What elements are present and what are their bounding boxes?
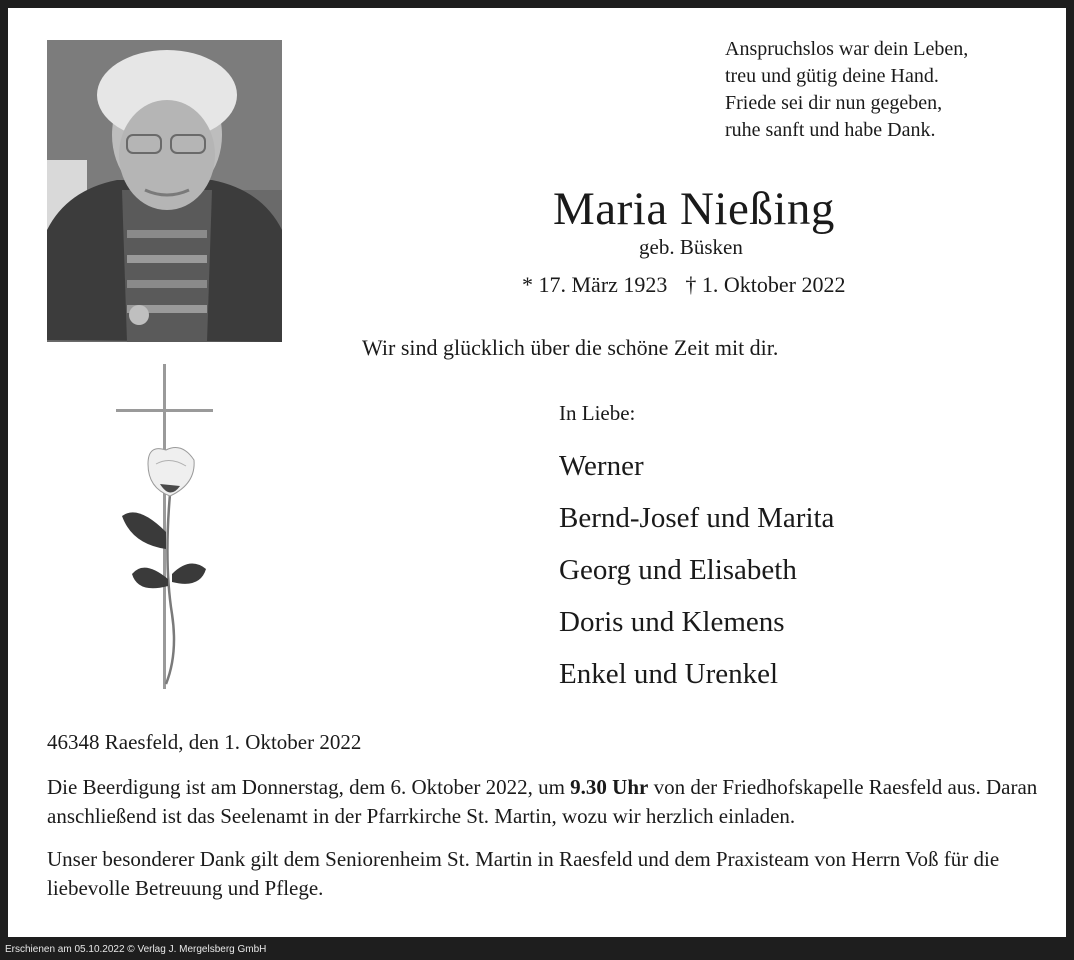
death-date: † 1. Oktober 2022 [685, 272, 846, 297]
portrait-photo [47, 40, 282, 342]
mourner-name: Werner [559, 450, 644, 482]
poem-line: treu und gütig deine Hand. [725, 65, 939, 87]
funeral-announcement [47, 773, 1047, 831]
cross-with-rose-icon [108, 364, 228, 689]
mourner-name: Georg und Elisabeth [559, 554, 797, 586]
mourner-name: Doris und Klemens [559, 606, 785, 638]
birth-date: * 17. März 1923 [522, 272, 668, 297]
funeral-time: 9.30 Uhr [570, 775, 649, 799]
mourners-label: In Liebe: [559, 401, 636, 425]
maiden-name: geb. Büsken [639, 235, 743, 259]
poem [725, 36, 968, 144]
obituary-card [8, 8, 1066, 937]
mourner-name: Bernd-Josef und Marita [559, 502, 835, 534]
place-and-date: 46348 Raesfeld, den 1. Oktober 2022 [47, 730, 362, 754]
poem-line: Friede sei dir nun gegeben, [725, 92, 943, 114]
publication-footer: Erschienen am 05.10.2022 © Verlag J. Mergelsberg GmbH [5, 944, 267, 955]
mourner-name: Enkel und Urenkel [559, 658, 779, 690]
poem-line: Anspruchslos war dein Leben, [725, 38, 969, 60]
life-dates [522, 272, 846, 298]
deceased-name: Maria Nießing [553, 183, 835, 235]
funeral-text-after: von der Friedhofskapelle Raesfeld aus. Daran anschließend ist das Seelenamt in der Pfarrkirche St. Martin, wozu wir herzlich einladen. [47, 775, 1038, 828]
funeral-text-before: Die Beerdigung ist am Donnerstag, dem 6. Oktober 2022, um [47, 775, 571, 799]
mourners-list [559, 446, 834, 706]
quote: Wir sind glücklich über die schöne Zeit mit dir. [362, 335, 779, 360]
thanks-paragraph: Unser besonderer Dank gilt dem Seniorenheim St. Martin in Raesfeld und dem Praxisteam von Herrn Voß für die liebevolle Betreuung und Pflege. [47, 847, 1000, 900]
poem-line: ruhe sanft und habe Dank. [725, 119, 936, 141]
